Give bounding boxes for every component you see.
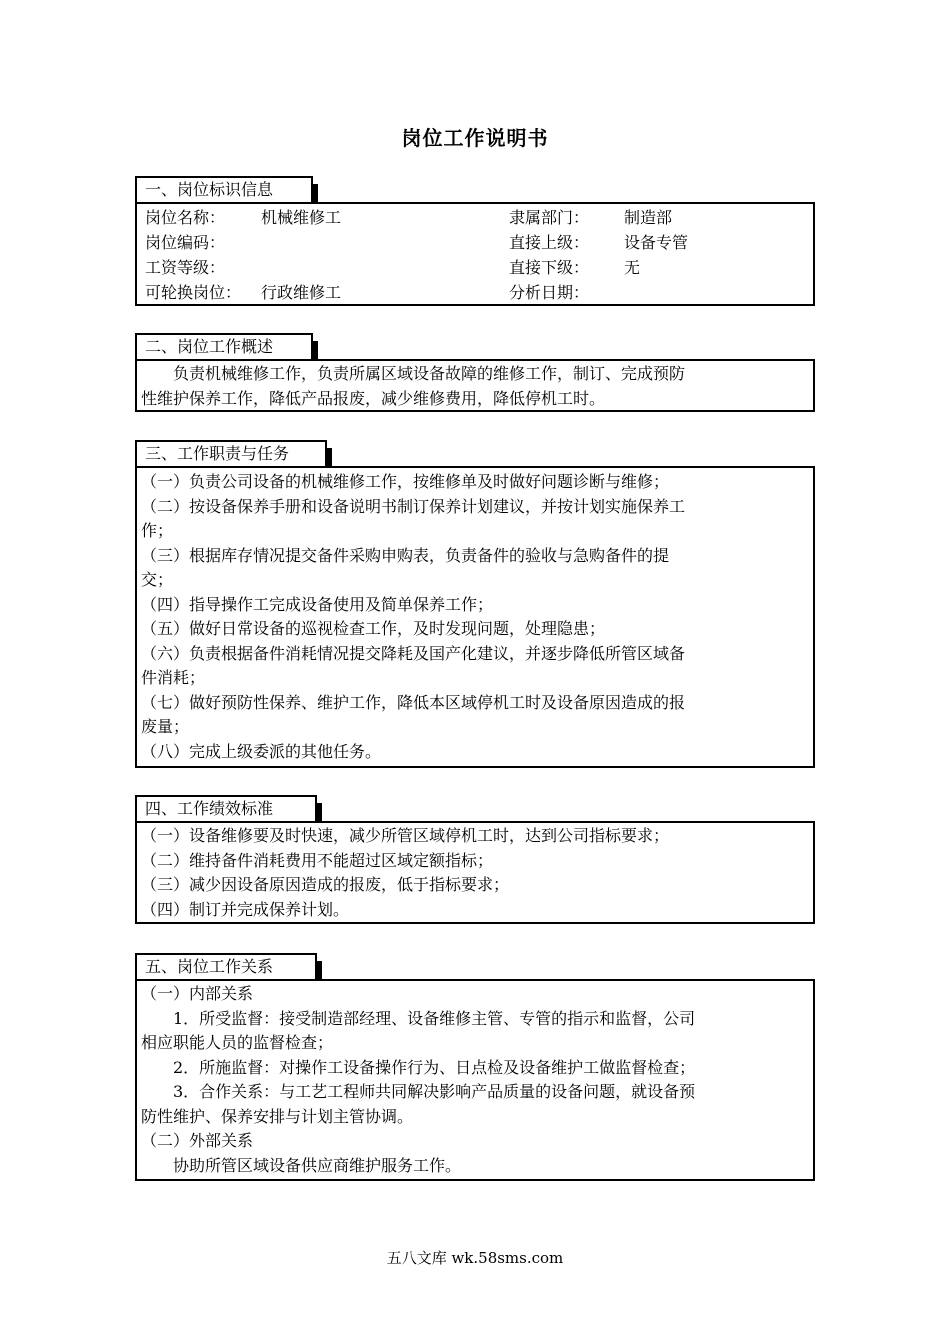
section-heading: 三、工作职责与任务 [135,440,327,466]
text-line: 相应职能人员的监督检查； [141,1033,334,1052]
field-value: 机械维修工 [261,208,342,227]
section-heading: 四、工作绩效标准 [135,795,317,821]
text-line: 负责机械维修工作，负责所属区域设备故障的维修工作，制订、完成预防 [141,364,686,383]
text-line: （三）根据库存情况提交备件采购申购表，负责备件的验收与急购备件的提 [141,545,670,565]
duties-box [135,466,815,768]
text-line: （四）制订并完成保养计划。 [141,899,350,919]
field-value: 行政维修工 [261,283,342,302]
field-label: 岗位编码： [145,233,226,252]
info-row [137,230,813,255]
info-row [137,280,813,305]
text-line: （六）负责根据备件消耗情况提交降耗及国产化建议，并逐步降低所管区域备 [141,643,686,663]
info-box [135,202,815,306]
text-line: （一）设备维修要及时快速，减少所管区域停机工时，达到公司指标要求； [141,826,670,845]
footer-watermark: 五八文库 wk.58sms.com [386,1249,564,1267]
text-line: （五）做好日常设备的巡视检查工作，及时发现问题，处理隐患； [141,619,606,638]
text-line: 3．合作关系：与工艺工程师共同解决影响产品质量的设备问题，就设备预 [141,1082,696,1101]
field-label: 岗位名称： [145,208,226,227]
performance-box [135,821,815,924]
text-line: （八）完成上级委派的其他任务。 [141,741,382,761]
field-value: 设备专管 [624,233,689,252]
text-line: 防性维护、保养安排与计划主管协调。 [141,1106,414,1126]
text-line: 交； [141,570,174,589]
field-label: 工资等级： [145,258,226,277]
section-heading: 二、岗位工作概述 [135,333,313,359]
text-line: （二）外部关系 [141,1131,254,1150]
relations-box [135,979,815,1181]
text-line: 作； [141,521,174,540]
overview-box [135,359,815,412]
text-line: 废量； [141,717,190,736]
field-value: 制造部 [624,208,673,227]
field-label: 直接上级： [509,233,590,252]
text-line: （七）做好预防性保养、维护工作，降低本区域停机工时及设备原因造成的报 [141,692,686,712]
section-heading: 一、岗位标识信息 [135,176,313,202]
section-heading: 五、岗位工作关系 [135,953,317,979]
text-line: （二）维持备件消耗费用不能超过区域定额指标； [141,850,494,870]
info-row [137,255,813,280]
text-line: （一）内部关系 [141,984,254,1003]
text-line: （二）按设备保养手册和设备说明书制订保养计划建议，并按计划实施保养工 [141,496,686,516]
text-line: （四）指导操作工完成设备使用及简单保养工作； [141,594,494,614]
document-title: 岗位工作说明书 [401,126,549,150]
field-label: 分析日期： [509,283,590,302]
text-line: 协助所管区域设备供应商维护服务工作。 [141,1155,462,1175]
field-label: 可轮换岗位： [145,283,242,302]
field-value: 无 [624,258,641,277]
info-row [137,205,813,230]
text-line: （一）负责公司设备的机械维修工作，按维修单及时做好问题诊断与维修； [141,472,670,491]
text-line: 2．所施监督：对操作工设备操作行为、日点检及设备维护工做监督检查； [141,1057,696,1077]
field-label: 隶属部门： [509,208,590,227]
text-line: （三）减少因设备原因造成的报废，低于指标要求； [141,875,510,894]
text-line: 件消耗； [141,668,206,687]
field-label: 直接下级： [509,258,590,277]
text-line: 1．所受监督：接受制造部经理、设备维修主管、专管的指示和监督，公司 [141,1008,696,1028]
text-line: 性维护保养工作，降低产品报废，减少维修费用，降低停机工时。 [141,388,606,408]
